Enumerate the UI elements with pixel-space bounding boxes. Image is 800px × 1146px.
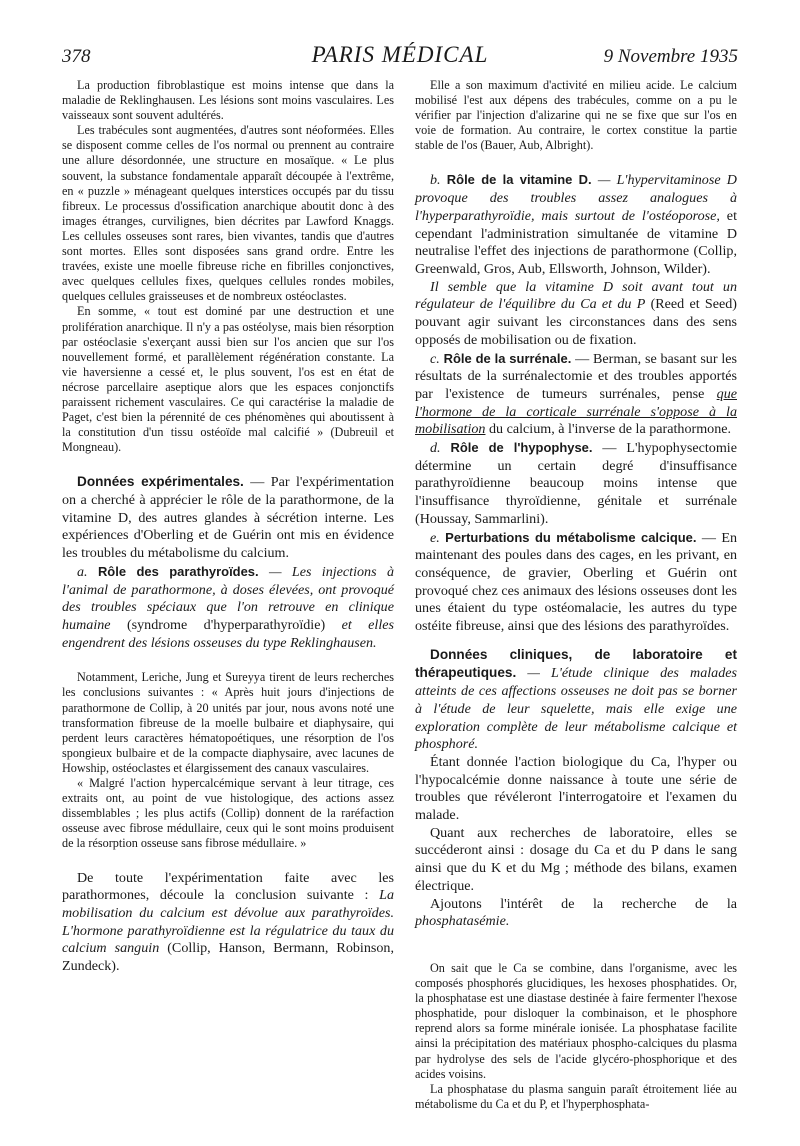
right-column xyxy=(415,78,737,1112)
subsection-parathyroids xyxy=(62,563,394,653)
paragraph: « Malgré l'action hypercalcémique servant à leur titrage, ces extraits ont, au point de vue histologique, des actions assez dissemblables ; les plus actifs (Collip) donnent de la raréfaction osseuse avec fibrose médullaire, ceux qui le sont moins produisent de la résorption osseuse sans fibrose médullaire. » xyxy=(62,776,394,851)
paragraph: La phosphatase du plasma sanguin paraît étroitement liée au métabolisme du Ca et du P, et l'hyperphosphata- xyxy=(415,1081,737,1111)
paragraph: Elle a son maximum d'activité en milieu acide. Le calcium mobilisé l'est aux dépens des trabécules, comme on a pu le vérifier par l'injection d'alizarine qui ne se fixe que sur l'os en voie de formation. Au contraire, le cortex constitue la partie stable de l'os (Bauer, Aub, Albright). xyxy=(415,78,737,153)
section-heading: Données expérimentales. xyxy=(77,474,244,490)
subsection-label: d. xyxy=(430,440,441,457)
paragraph: On sait que le Ca se combine, dans l'organisme, avec les composés phosphorés glucidiques, les hexoses phosphatides. Or, la phosphatase est une diastase destinée à faire fermenter l'hexose phosphatide, pour disloquer la combinaison, et le phosphore reprend alors sa forme minérale ionisée. La phosphatase facilite ainsi la précipitation des matériaux phospho-calciques du plasma par hydrolyse des sels de l'acide glycéro-phosphorique et des acides voisins. xyxy=(415,961,737,1081)
journal-title: PARIS MÉDICAL xyxy=(311,42,489,67)
section-experimental xyxy=(62,473,394,563)
subsection-heading: Rôle de l'hypophyse. xyxy=(450,440,593,456)
subsection-label: c. xyxy=(430,350,440,367)
running-header xyxy=(62,40,738,76)
paragraph: Les trabécules sont augmentées, d'autres sont néoformées. Elles se disposent comme celles de l'os normal ou prennent au contraire une allure désordonnée, une structure en mosaïque. « Le plus souvent, la substance fondamentale apparaît découpée à l'extrême, en « puzzle » ménageant quelques interstices occupés par du tissu fibreux. Le processus d'ossification anarchique aboutit donc à des images étranges, curvilignes, bien décrites par Lawford Knaggs. Les cellules osseuses sont rares, bien vivantes, tandis que d'autres sont mortes. Elles sont disposées sans grand ordre. Entre les travées, existe une moelle fibreuse riche en fibrilles conjonctives, avec quelques cellules fixes, quelques cellules rondes mobiles, quelques cellules graisseuses et de nombreux ostéoclastes. xyxy=(62,123,394,304)
subsection-heading: Rôle des parathyroïdes. xyxy=(97,563,259,579)
subsection-pituitary: d. Rôle de l'hypophyse. — L'hypophysectomie détermine un certain degré d'insuffisance parathyroïdienne beaucoup moins intense que l'insuffisance thyroïdienne, génitale et surrénale (Houssay, Sammarlini). xyxy=(415,440,737,527)
page-number: 378 xyxy=(62,46,91,67)
subsection-adrenal: c. Rôle de la surrénale. — Berman, se basant sur les résultats de la surrénalectomie et des troubles apportés par l'existence de tumeurs surrénales, pense que l'hormone de la corticale surrénale s'oppose à la mobilisation du calcium, à l'inverse de la parathormone. xyxy=(415,350,738,438)
paragraph: Ajoutons l'intérêt de la recherche de la phosphatasémie. xyxy=(415,895,737,930)
section-text: — Par l'expérimentation on a cherché à apprécier le rôle de la parathormone, de la vitamine D, des autres glandes à sécrétion interne. Les expériences d'Oberling et de Guérin ont mis en évidence les troubles du métabolisme du calcium. xyxy=(62,474,394,562)
paragraph: En somme, « tout est dominé par une destruction et une prolifération anarchique. Il n'y a pas ostéolyse, mais bien résorption par ostéoclasie s'exerçant aussi bien sur l'os ancien que sur l'os nouvellement formé, et parallèlement régénération constante. La vie haversienne a cessé et, le plus souvent, l'os est en état de nécrose parcellaire aseptique alors que les espaces conjonctifs paraissent richement vasculaires. Ce qui caractérise la maladie de Paget, c'est bien la pérennité de ces phénomènes qui aboutissent à la constitution d'un tissu ostéoïde mal calcifié » (Dubreuil et Mongneau). xyxy=(62,304,394,455)
left-column xyxy=(62,78,394,976)
paragraph: Étant donnée l'action biologique du Ca, l'hyper ou l'hypocalcémie donne naissance à toute une série de troubles que révéleront l'interrogatoire et l'examen du malade. xyxy=(415,753,737,824)
subsection-vitamin-d: b. Rôle de la vitamine D. — L'hypervitaminose D provoque des troubles assez analogues à l'hyperparathyroïdie, mais surtout de l'ostéoporose, et cependant l'administration simultanée de vitamine D neutralise l'effet des injections de parathormone (Collip, Greenwald, Gros, Aub, Ellsworth, Johnson, Wilder). xyxy=(415,172,737,277)
paragraph: Quant aux recherches de laboratoire, elles se succéderont ainsi : dosage du Ca et du P dans le sang ainsi que du K et du Mg ; méthode des bilans, examen électrique. xyxy=(415,824,737,894)
subsection-italic: et elles engendrent des lésions osseuses du type Reklinghausen. xyxy=(62,616,394,651)
subsection-italic: — Les injections à l'animal de parathormone, à doses élevées, ont provoqué des troubles spéciaux que l'on retrouve en clinique humaine xyxy=(62,563,394,633)
section-clinical xyxy=(415,646,737,754)
subsection-label: a. xyxy=(77,563,88,580)
subsection-label: e. xyxy=(430,529,440,546)
section-heading: Données cliniques, de laboratoire et thérapeutiques. xyxy=(415,646,737,681)
subsection-label: b. xyxy=(430,172,441,189)
subsection-text: (syndrome d'hyperparathyroïdie) xyxy=(110,616,342,633)
subsection-heading: Perturbations du métabolisme calcique. xyxy=(445,529,697,545)
conclusion-italic: La mobilisation du calcium est dévolue aux parathyroïdes. L'hormone parathyroïdienne est la régulatrice du taux du calcium sanguin xyxy=(62,887,394,957)
issue-date: 9 Novembre 1935 xyxy=(603,46,738,67)
subsection-heading: Rôle de la surrénale. xyxy=(443,350,572,366)
subsection-heading: Rôle de la vitamine D. xyxy=(446,172,592,188)
paragraph: Notamment, Leriche, Jung et Sureyya tirent de leurs recherches les conclusions suivantes : « Après huit jours d'injections de parathormone de Collip, à 20 unités par jour, nous avons noté une transformation fibreuse de la moelle bulbaire et diaphysaire, qui perdent leurs caractères hématopoétiques, une résorption de l'os spongieux bulbaire et de la compacte diaphysaire, avec lacunes de Howship, ostéoclastes et élargissement des canaux vasculaires. xyxy=(62,670,394,775)
subsection-italic: — L'hypervitaminose D provoque des troubles assez analogues à l'hyperparathyroïdie, mais surtout de l'ostéoporose, xyxy=(415,172,737,224)
section-italic: — L'étude clinique des malades atteints de ces affections osseuses ne doit pas se borner à l'étude de leur squelette, mais elle exige une exploration complète de leur métabolisme calcique et phosphoré. xyxy=(415,665,737,753)
paragraph: La production fibroblastique est moins intense que dans la maladie de Reklinghausen. Les lésions sont moins vasculaires. Les vaisseaux sont souvent adultérés. xyxy=(62,78,394,123)
subsection-calcium-metabolism: e. Perturbations du métabolisme calcique. — En maintenant des poules dans des cages, en les privant, en conséquence, de gravier, Oberling et Guérin ont provoqué chez ces animaux des lésions osseuses dont les unes étaient du type ostéomalacie, les autres du type ostéite fibreuse, ainsi que des lésions des parathyroïdes. xyxy=(415,529,738,635)
paragraph: Il semble que la vitamine D soit avant tout un régulateur de l'équilibre du Ca et du P (Reed et Seed) pouvant agir suivant les circonstances dans des sens opposés de mobilisation ou de fixation. xyxy=(415,278,737,348)
conclusion-paragraph: De toute l'expérimentation faite avec les parathormones, découle la conclusion suivante : La mobilisation du calcium est dévolue aux parathyroïdes. L'hormone parathyroïdienne est la régulatrice du taux du calcium sanguin (Collip, Hanson, Bermann, Robinson, Zundeck). xyxy=(62,869,394,975)
